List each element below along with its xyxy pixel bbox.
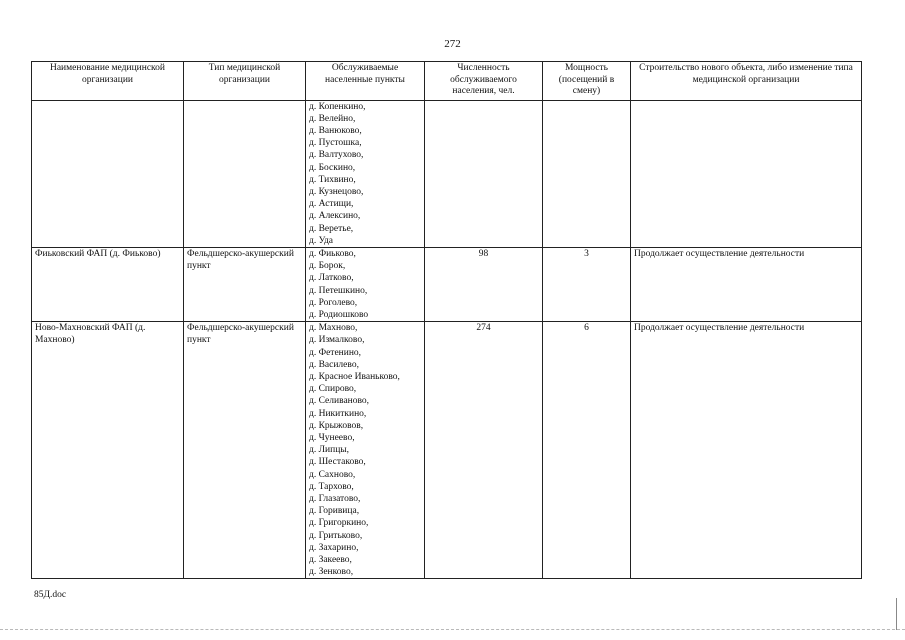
cell-org-name <box>32 322 184 579</box>
cell-org-type-text: Фельдшерско-акушерский пункт <box>187 323 294 346</box>
cell-org-name-text: Фиьковский ФАП (д. Фиьково) <box>35 248 161 259</box>
settlement-item: д. Фетенино, <box>309 347 362 358</box>
settlement-item: д. Закеево, <box>309 555 352 566</box>
settlement-item: д. Спирово, <box>309 384 357 395</box>
medical-organizations-table <box>31 61 862 579</box>
cell-change <box>631 247 862 321</box>
settlement-item: д. Астищи, <box>309 199 354 210</box>
settlement-item: д. Крыжовов, <box>309 420 364 431</box>
cell-settlements <box>306 247 425 321</box>
cell-change-text: Продолжает осуществление деятельности <box>634 323 805 334</box>
cell-capacity <box>543 100 631 247</box>
settlement-item: д. Валтухово, <box>309 150 364 161</box>
cell-capacity-text: 6 <box>584 323 589 334</box>
settlement-item: д. Веретье, <box>309 223 354 234</box>
cell-population <box>425 247 543 321</box>
settlement-item: д. Горивица, <box>309 506 360 517</box>
settlement-item: д. Кузнецово, <box>309 186 364 197</box>
settlement-item: д. Борок, <box>309 261 346 272</box>
table-row <box>32 100 862 247</box>
scan-edge-mark <box>896 598 903 630</box>
settlement-item: д. Махново, <box>309 323 358 334</box>
settlement-item: д. Захарино, <box>309 542 359 553</box>
settlement-item: д. Василево, <box>309 359 359 370</box>
settlement-item: д. Григоркино, <box>309 518 369 529</box>
settlement-item: д. Чунеево, <box>309 432 355 443</box>
header-change: Строительство нового объекта, либо изменение типа медицинской организации <box>631 62 862 101</box>
table-header-row <box>32 62 862 101</box>
table-body <box>32 100 862 579</box>
cell-population-text: 98 <box>478 248 489 259</box>
settlement-item: д. Роголево, <box>309 297 358 308</box>
cell-org-type <box>184 247 306 321</box>
header-settlements: Обслуживаемые населенные пункты <box>306 62 425 101</box>
settlement-item: д. Красное Иваньково, <box>309 371 400 382</box>
settlement-item: д. Пустошка, <box>309 138 362 149</box>
cell-settlements <box>306 322 425 579</box>
table-row <box>32 322 862 579</box>
header-capacity: Мощность (посещений в смену) <box>543 62 631 101</box>
settlement-item: д. Шестаково, <box>309 457 366 468</box>
cell-org-name-text: Ново-Махновский ФАП (д. Махново) <box>35 323 146 346</box>
cell-population <box>425 100 543 247</box>
cell-org-name <box>32 100 184 247</box>
cell-org-type <box>184 322 306 579</box>
settlement-item: д. Алексино, <box>309 211 361 222</box>
settlement-item: д. Тархово, <box>309 481 354 492</box>
header-org-type: Тип медицинской организации <box>184 62 306 101</box>
cell-capacity <box>543 247 631 321</box>
cell-org-type-text: Фельдшерско-акушерский пункт <box>187 248 294 272</box>
settlement-item: д. Гритьково, <box>309 530 363 541</box>
header-population: Численность обслуживаемого населения, чел. <box>425 62 543 101</box>
cell-change <box>631 322 862 579</box>
cell-capacity <box>543 322 631 579</box>
header-org-name: Наименование медицинской организации <box>32 62 184 101</box>
scan-artifact-line <box>0 629 905 630</box>
settlement-item: д. Уда <box>309 235 334 246</box>
settlement-item: д. Петешкино, <box>309 285 368 296</box>
settlement-item: д. Измалково, <box>309 335 365 346</box>
settlement-item: д. Селиваново, <box>309 396 370 407</box>
cell-capacity-text: 3 <box>584 248 589 259</box>
document-filename: 85Д.doc <box>34 590 67 600</box>
settlement-item: д. Тихвино, <box>309 174 356 185</box>
settlement-item: д. Боскино, <box>309 162 356 173</box>
settlement-item: д. Копенкино, <box>309 101 366 112</box>
cell-population-text: 274 <box>476 323 491 334</box>
cell-change-text: Продолжает осуществление деятельности <box>634 248 805 259</box>
settlement-item: д. Латково, <box>309 273 354 284</box>
settlement-item: д. Ванюково, <box>309 125 362 136</box>
settlement-item: д. Сахново, <box>309 469 356 480</box>
page-number: 272 <box>444 38 461 50</box>
settlement-item: д. Родиошково <box>309 309 369 320</box>
cell-population <box>425 322 543 579</box>
cell-change <box>631 100 862 247</box>
cell-org-type <box>184 100 306 247</box>
settlement-item: д. Зенково, <box>309 567 354 578</box>
table-row <box>32 247 862 321</box>
cell-org-name <box>32 247 184 321</box>
cell-settlements <box>306 100 425 247</box>
settlement-item: д. Велейно, <box>309 113 356 124</box>
settlement-item: д. Фиьково, <box>309 248 356 259</box>
settlement-item: д. Никиткино, <box>309 408 367 419</box>
settlement-item: д. Липцы, <box>309 445 350 456</box>
settlement-item: д. Глазатово, <box>309 494 361 504</box>
